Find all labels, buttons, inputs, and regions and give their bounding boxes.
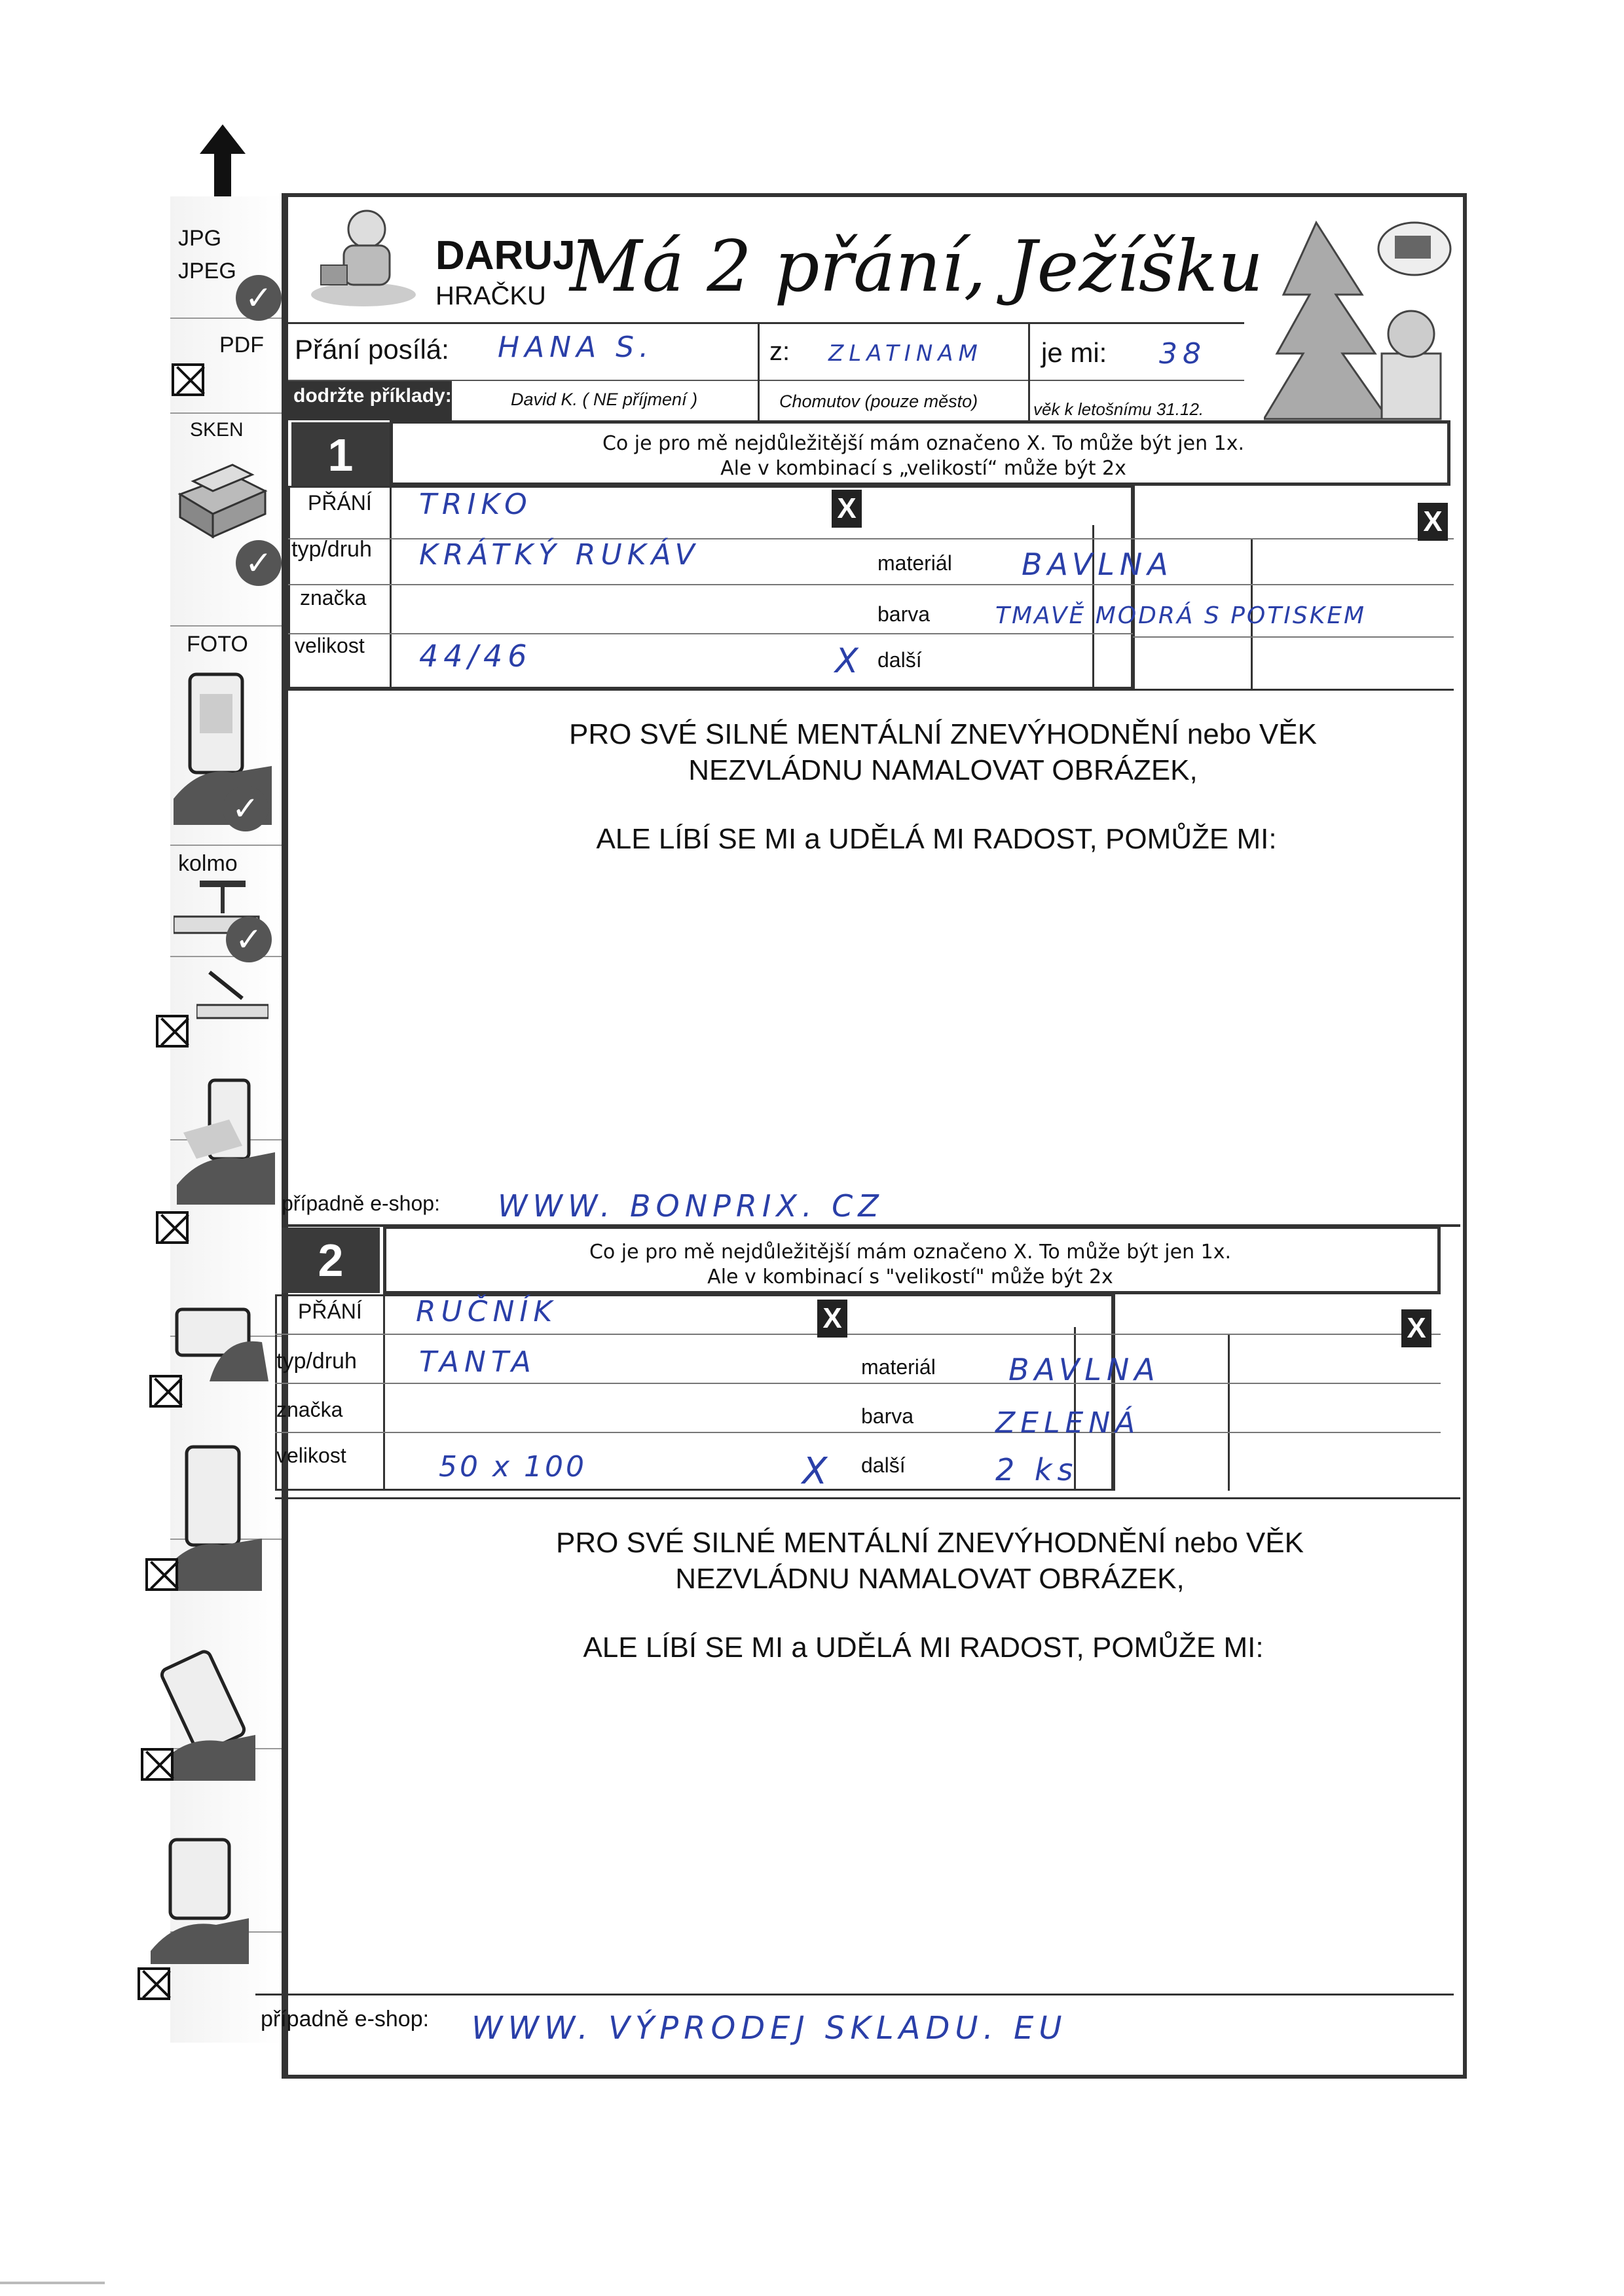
sidebar-jpg-label: JPG xyxy=(178,226,222,251)
arrow-up-icon xyxy=(200,124,246,196)
logo-bottom: HRAČKU xyxy=(435,282,546,310)
size-x-mark: X xyxy=(802,1450,833,1493)
cross-box-icon xyxy=(156,1211,189,1244)
eshop-label: případně e-shop: xyxy=(261,2007,430,2032)
label-material: materiál xyxy=(877,551,952,575)
sender-age-label: je mi: xyxy=(1041,337,1107,368)
wish-x-marker: X xyxy=(817,1300,847,1338)
cross-box-icon xyxy=(141,1748,174,1781)
size-x-mark: X xyxy=(835,642,864,681)
label-velikost: velikost xyxy=(276,1444,346,1467)
cross-box-icon xyxy=(156,1015,189,1048)
phone-hand-icon xyxy=(151,1833,249,1964)
body-line-2: NEZVLÁDNU NAMALOVAT OBRÁZEK, xyxy=(688,754,1198,786)
body-line-3: ALE LÍBÍ SE MI a UDĚLÁ MI RADOST, POMŮŽE MI: xyxy=(583,1631,1264,1664)
wish-x-marker-right: X xyxy=(1401,1309,1431,1347)
check-circle-icon: ✓ xyxy=(236,275,282,321)
value-typ: KRÁTKÝ RUKÁV xyxy=(419,538,700,572)
sender-from-label: Přání posílá: xyxy=(295,334,449,365)
wish-body-box xyxy=(275,1497,1460,1499)
example-city: Chomutov (pouze město) xyxy=(779,392,978,411)
eshop-label: případně e-shop: xyxy=(282,1192,440,1215)
sidebar-kolmo-label: kolmo xyxy=(178,851,238,876)
check-circle-icon: ✓ xyxy=(223,786,268,831)
label-dalsi: další xyxy=(877,648,922,672)
value-dalsi: 2 ks xyxy=(995,1452,1079,1487)
label-barva: barva xyxy=(877,602,931,626)
sender-city-value: ZLATINAM xyxy=(828,340,983,367)
christmas-tree-icon xyxy=(1264,203,1454,439)
sidebar-jpeg-label: JPEG xyxy=(178,259,236,283)
cross-box-icon xyxy=(138,1967,170,2000)
label-barva: barva xyxy=(861,1404,914,1428)
angled-photo-icon xyxy=(196,969,268,1021)
example-name: David K. ( NE příjmení ) xyxy=(511,390,698,409)
wish-note-line1: Co je pro mě nejdůležitější mám označeno X. To může být jen 1x. xyxy=(602,432,1245,455)
wish-number: 1 xyxy=(291,422,390,488)
body-line-1: PRO SVÉ SILNÉ MENTÁLNÍ ZNEVÝHODNĚNÍ nebo VĚK xyxy=(569,718,1317,750)
label-material: materiál xyxy=(861,1355,936,1379)
label-prani: PŘÁNÍ xyxy=(308,491,372,515)
label-typ: typ/druh xyxy=(291,537,372,562)
scan-edge-mark xyxy=(0,2282,105,2284)
value-material: BAVLNA xyxy=(1022,547,1173,582)
phone-hand-icon xyxy=(170,1296,268,1381)
value-barva: ZELENÁ xyxy=(995,1406,1141,1440)
body-line-3: ALE LÍBÍ SE MI a UDĚLÁ MI RADOST, POMŮŽE MI: xyxy=(596,823,1277,855)
value-prani: TRIKO xyxy=(419,488,532,521)
wish-note-line2: Ale v kombinací s "velikostí" může být 2x xyxy=(707,1266,1113,1288)
cross-box-icon xyxy=(149,1375,182,1408)
page-title: Má 2 přání, Ježíšku xyxy=(570,226,1264,308)
body-line-1: PRO SVÉ SILNÉ MENTÁLNÍ ZNEVÝHODNĚNÍ nebo VĚK xyxy=(556,1527,1304,1559)
sidebar-pdf-label: PDF xyxy=(219,333,264,357)
value-velikost: 44/46 xyxy=(419,638,532,674)
label-typ: typ/druh xyxy=(276,1349,357,1374)
label-velikost: velikost xyxy=(295,634,365,657)
examples-label: dodržte příklady: xyxy=(293,385,452,407)
wish-number: 2 xyxy=(282,1228,380,1293)
eshop-value: WWW. BONPRIX. CZ xyxy=(498,1188,884,1224)
sender-age-value: 38 xyxy=(1159,337,1206,371)
wish-x-marker: X xyxy=(832,490,862,528)
value-prani: RUČNÍK xyxy=(416,1295,558,1328)
label-dalsi: další xyxy=(861,1453,906,1477)
logo-top: DARUJ xyxy=(435,233,576,278)
check-circle-icon: ✓ xyxy=(226,917,272,962)
example-age: věk k letošnímu 31.12. xyxy=(1033,399,1204,419)
value-typ: TANTA xyxy=(419,1345,536,1379)
wish-x-marker-right: X xyxy=(1418,503,1448,541)
phone-hand-icon xyxy=(164,1440,262,1591)
label-prani: PŘÁNÍ xyxy=(298,1300,362,1323)
sidebar-foto-label: FOTO xyxy=(187,632,248,657)
sender-city-label: z: xyxy=(769,337,790,366)
check-circle-icon: ✓ xyxy=(236,540,282,586)
eshop-value: WWW. VÝPRODEJ SKLADU. EU xyxy=(471,2010,1067,2047)
wish-note-line1: Co je pro mě nejdůležitější mám označeno X. To může být jen 1x. xyxy=(589,1241,1232,1264)
eshop-row xyxy=(255,1994,1454,1995)
label-znacka: značka xyxy=(300,586,367,610)
santa-logo-icon xyxy=(308,203,419,308)
sender-name-value: HANA S. xyxy=(498,331,654,364)
value-barva: TMAVĚ MODRÁ S POTISKEM xyxy=(995,602,1367,629)
cross-box-icon xyxy=(172,363,204,396)
wish-note-line2: Ale v kombinací s „velikostí“ může být 2x xyxy=(720,457,1126,480)
scanner-icon xyxy=(174,455,272,540)
body-line-2: NEZVLÁDNU NAMALOVAT OBRÁZEK, xyxy=(675,1563,1185,1595)
cross-box-icon xyxy=(145,1558,178,1591)
value-velikost: 50 x 100 xyxy=(439,1450,587,1484)
value-material: BAVLNA xyxy=(1008,1352,1160,1387)
phone-hand-icon xyxy=(177,1074,275,1205)
sidebar-sken-label: SKEN xyxy=(190,419,244,441)
label-znacka: značka xyxy=(276,1398,343,1421)
